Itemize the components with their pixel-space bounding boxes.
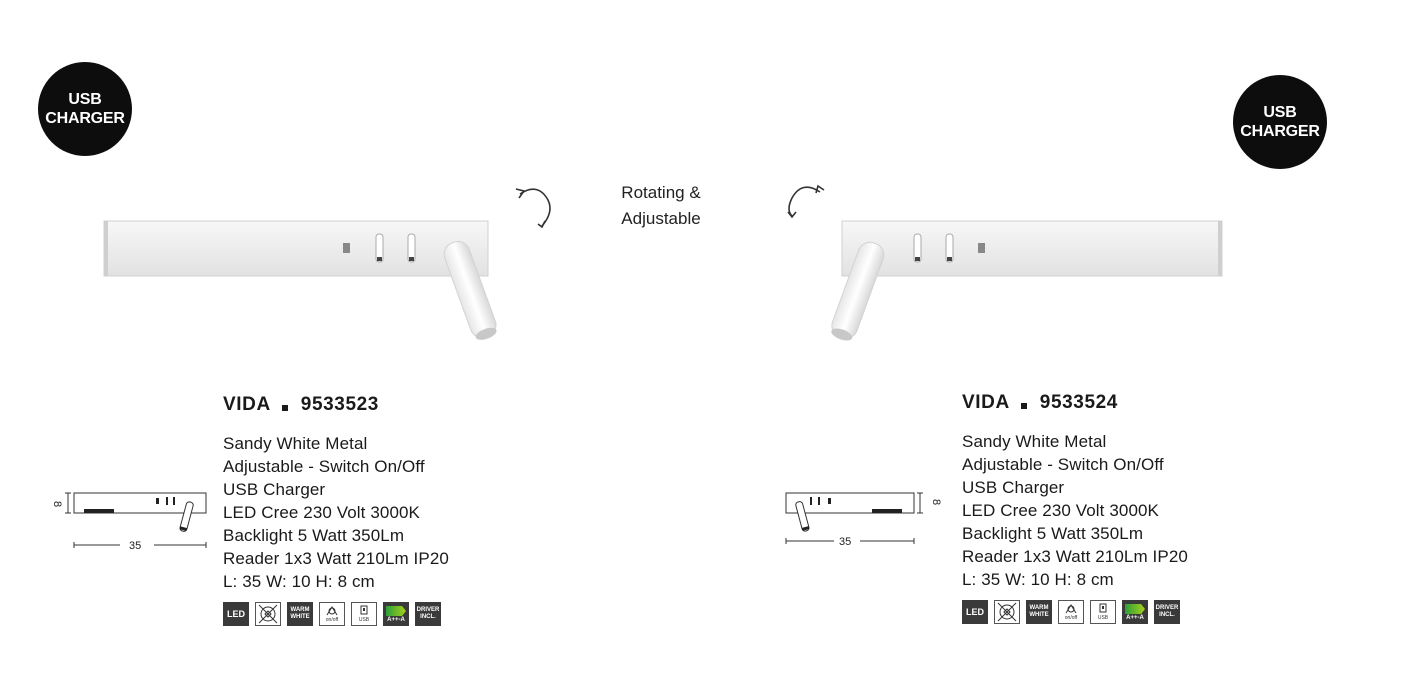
spec-list [962, 430, 1262, 591]
title-separator [1021, 403, 1027, 409]
product-title [962, 390, 1262, 416]
spec-line: Adjustable - Switch On/Off [223, 457, 425, 476]
feature-icons [223, 602, 523, 626]
spec-line: LED Cree 230 Volt 3000K [223, 503, 420, 522]
dim-length-label: 35 [839, 536, 852, 548]
driver-included-icon: DRIVER INCL. [415, 602, 441, 626]
dim-height-label: 8 [930, 499, 942, 506]
usb-icon: USB [1090, 600, 1116, 624]
product-block-left [223, 392, 523, 626]
spec-line: USB Charger [223, 480, 326, 499]
usb-charger-badge-left [38, 62, 132, 156]
caption-line2: Adjustable [621, 209, 701, 228]
spec-line: LED Cree 230 Volt 3000K [962, 501, 1159, 520]
lamp-image-left [100, 215, 540, 355]
dimension-drawing-left [48, 488, 208, 558]
spec-line: Backlight 5 Watt 350Lm [223, 526, 405, 545]
warm-white-icon: WARM WHITE [287, 602, 313, 626]
spec-line: L: 35 W: 10 H: 8 cm [223, 572, 375, 591]
badge-line1: USB [1263, 104, 1297, 121]
warm-white-icon: WARM WHITE [1026, 600, 1052, 624]
usb-charger-badge-right [1233, 75, 1327, 169]
dim-length-label: 35 [129, 540, 142, 552]
product-code: 9533524 [1039, 392, 1118, 413]
lamp-image-right [838, 215, 1238, 355]
spec-line: Reader 1x3 Watt 210Lm IP20 [223, 549, 449, 568]
product-name: VIDA [962, 392, 1010, 413]
product-name: VIDA [223, 394, 271, 415]
product-block-right [962, 390, 1262, 624]
spec-line: Reader 1x3 Watt 210Lm IP20 [962, 547, 1188, 566]
product-code: 9533523 [300, 394, 379, 415]
caption-line1: Rotating & [621, 183, 701, 202]
usb-icon: USB [351, 602, 377, 626]
feature-icons [962, 600, 1262, 624]
no-dimmer-icon [994, 600, 1020, 624]
badge-line2: CHARGER [1240, 123, 1320, 140]
touch-on-off-icon: on/off [1058, 600, 1084, 624]
spec-list [223, 432, 523, 593]
no-dimmer-icon [255, 602, 281, 626]
badge-line1: USB [68, 91, 102, 108]
touch-on-off-icon: on/off [319, 602, 345, 626]
rotating-caption [600, 180, 722, 232]
driver-included-icon: DRIVER INCL. [1154, 600, 1180, 624]
dimension-drawing-right [780, 486, 950, 556]
spec-line: Backlight 5 Watt 350Lm [962, 524, 1144, 543]
product-title [223, 392, 523, 418]
spec-line: L: 35 W: 10 H: 8 cm [962, 570, 1114, 589]
spec-line: Sandy White Metal [962, 432, 1107, 451]
dim-height-label: 8 [51, 501, 63, 508]
rotate-arrow-icon [780, 180, 830, 230]
badge-line2: CHARGER [45, 110, 125, 127]
spec-line: Sandy White Metal [223, 434, 368, 453]
title-separator [282, 405, 288, 411]
spec-line: USB Charger [962, 478, 1065, 497]
energy-class-icon: A++-A [1122, 600, 1148, 624]
led-icon: LED [962, 600, 988, 624]
led-icon: LED [223, 602, 249, 626]
energy-class-icon: A++-A [383, 602, 409, 626]
spec-line: Adjustable - Switch On/Off [962, 455, 1164, 474]
